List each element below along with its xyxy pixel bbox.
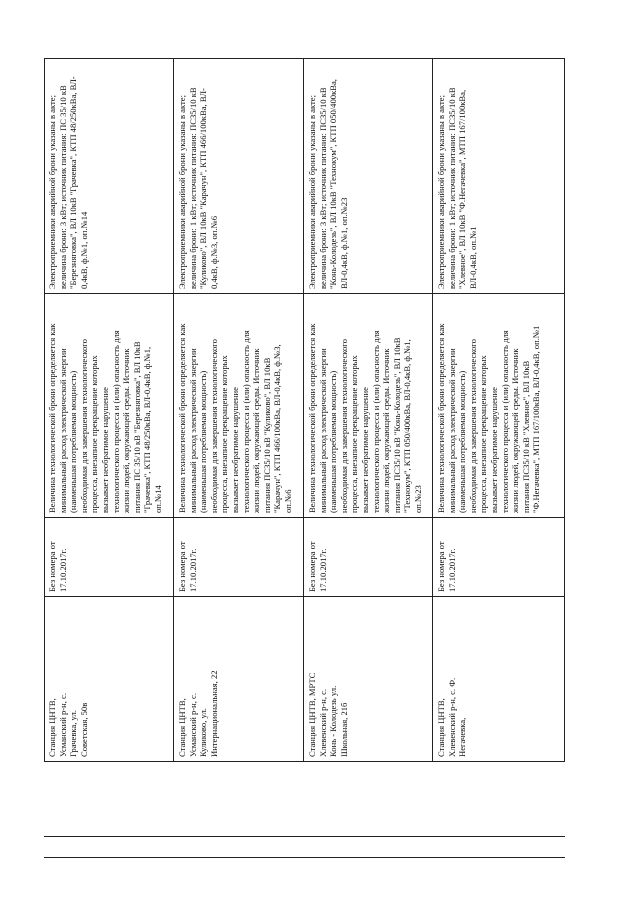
- document-cell: Без номера от 17.10.2017г.: [47, 541, 68, 592]
- note-cell: Электроприемники аварийной брони указаны в акте; величина брони: 1 кВт; источник питания: ПС35/10 кВ "Куликово", ВЛ 10кВ "Карачун", КТП 466/100кВа, ВЛ- 0,4кВ, ф.№3, оп.№6: [177, 87, 219, 289]
- note-cell: Электроприемники аварийной брони указаны в акте; величина брони: 3 кВт; источник питания: ПС 35/10 кВ "Березняговка", ВЛ 10кВ "Грачевка", КТП 48/250кВа, ВЛ- 0,4кВ, ф.№1, оп.№14: [47, 76, 89, 289]
- column-divider: [44, 596, 565, 597]
- column-divider: [44, 517, 565, 518]
- row-divider: [173, 58, 174, 762]
- criteria-cell: Величина технологической брони определяется как минимальный расход электрической энергии (наименьшая потребляемая мощность) необходимая для завершения технологического процесса, внезапное прекращение которых вызывает необратимое нарушение технологического процесса и (или) опасность для жизни людей, окружающей среды. Источник питания ПС35/10 кВ "Куликово", ВЛ 10кВ "Карачун", КТП 466/100кВа, ВЛ-0,4кВ, ф.№3, оп.№6: [177, 323, 293, 513]
- note-cell: Электроприемники аварийной брони указаны в акте; величина брони: 1 кВт; источник питания: ПС35/10 кВ "Хлевное", ВЛ 10кВ "Ф.Негачевка", МТП 167/100кВа, ВЛ-0,4кВ, оп.№1: [436, 87, 478, 289]
- note-cell: Электроприемники аварийной брони указаны в акте; величина брони: 3 кВт; источник питания: ПС35/10 кВ "Конь-Колодезь", ВЛ 10кВ "Технокум", КТП 050/400кВа, ВЛ-0,4кВ, ф.№1, оп.№23: [307, 79, 349, 289]
- object-cell: Станция ЦНТВ, Хлевенский р-н, с. Ф. Негачевка,: [436, 677, 468, 757]
- criteria-cell: Величина технологической брони определяется как минимальный расход электрической энергии (наименьшая потребляемая мощность) необходимая для завершения технологического процесса, внезапное прекращение которых вызывает необратимое нарушение технологического процесса и (или) опасность для жизни людей, окружающей среды. Источник питания ПС 35/10 кВ "Березняговка", ВЛ 10кВ "Грачевка", КТП 48/250кВа, ВЛ-0,4кВ, ф.№1, оп.№14: [47, 323, 163, 513]
- object-cell: Станция ЦНТВ, Усманский р-н, с. Куликово, ул. Интернациональная, 22: [177, 670, 219, 757]
- object-cell: Станция ЦНТВ, МРТС Хлевенский р-н, с. Конь - Колодезь ул. Школьная, 21б: [307, 672, 349, 757]
- table-line: [44, 836, 565, 837]
- criteria-cell: Величина технологической брони определяется как минимальный расход электрической энергии (наименьшая потребляемая мощность) необходимая для завершения технологического процесса, внезапное прекращение которых вызывает необратимое нарушение технологического процесса и (или) опасность для жизни людей, окружающей среды. Источник питания ПС35/10 кВ "Хлевное", ВЛ 10кВ "Ф.Негачевка", МТП 167/100кВа, ВЛ-0,4кВ, оп.№1: [436, 323, 542, 513]
- document-cell: Без номера от 17.10.2017г.: [436, 541, 457, 592]
- document-cell: Без номера от 17.10.2017г.: [177, 541, 198, 592]
- criteria-cell: Величина технологической брони определяется как минимальный расход электрической энергии (наименьшая потребляемая мощность) необходимая для завершения технологического процесса, внезапное прекращение которых вызывает необратимое нарушение технологического процесса и (или) опасность для жизни людей, окружающей среды. Источник питания ПС35/10 кВ "Конь-Колодезь", ВЛ 10кВ "Технокум", КТП 050/400кВа, ВЛ-0,4кВ, ф.№1, оп.№23: [307, 323, 423, 513]
- row-divider: [303, 58, 304, 762]
- document-cell: Без номера от 17.10.2017г.: [307, 541, 328, 592]
- table-line: [44, 857, 565, 858]
- object-cell: Станция ЦНТВ, Усманский р-н, с. Грачевка, ул. Советская, 50в: [47, 692, 89, 757]
- row-divider: [432, 58, 433, 762]
